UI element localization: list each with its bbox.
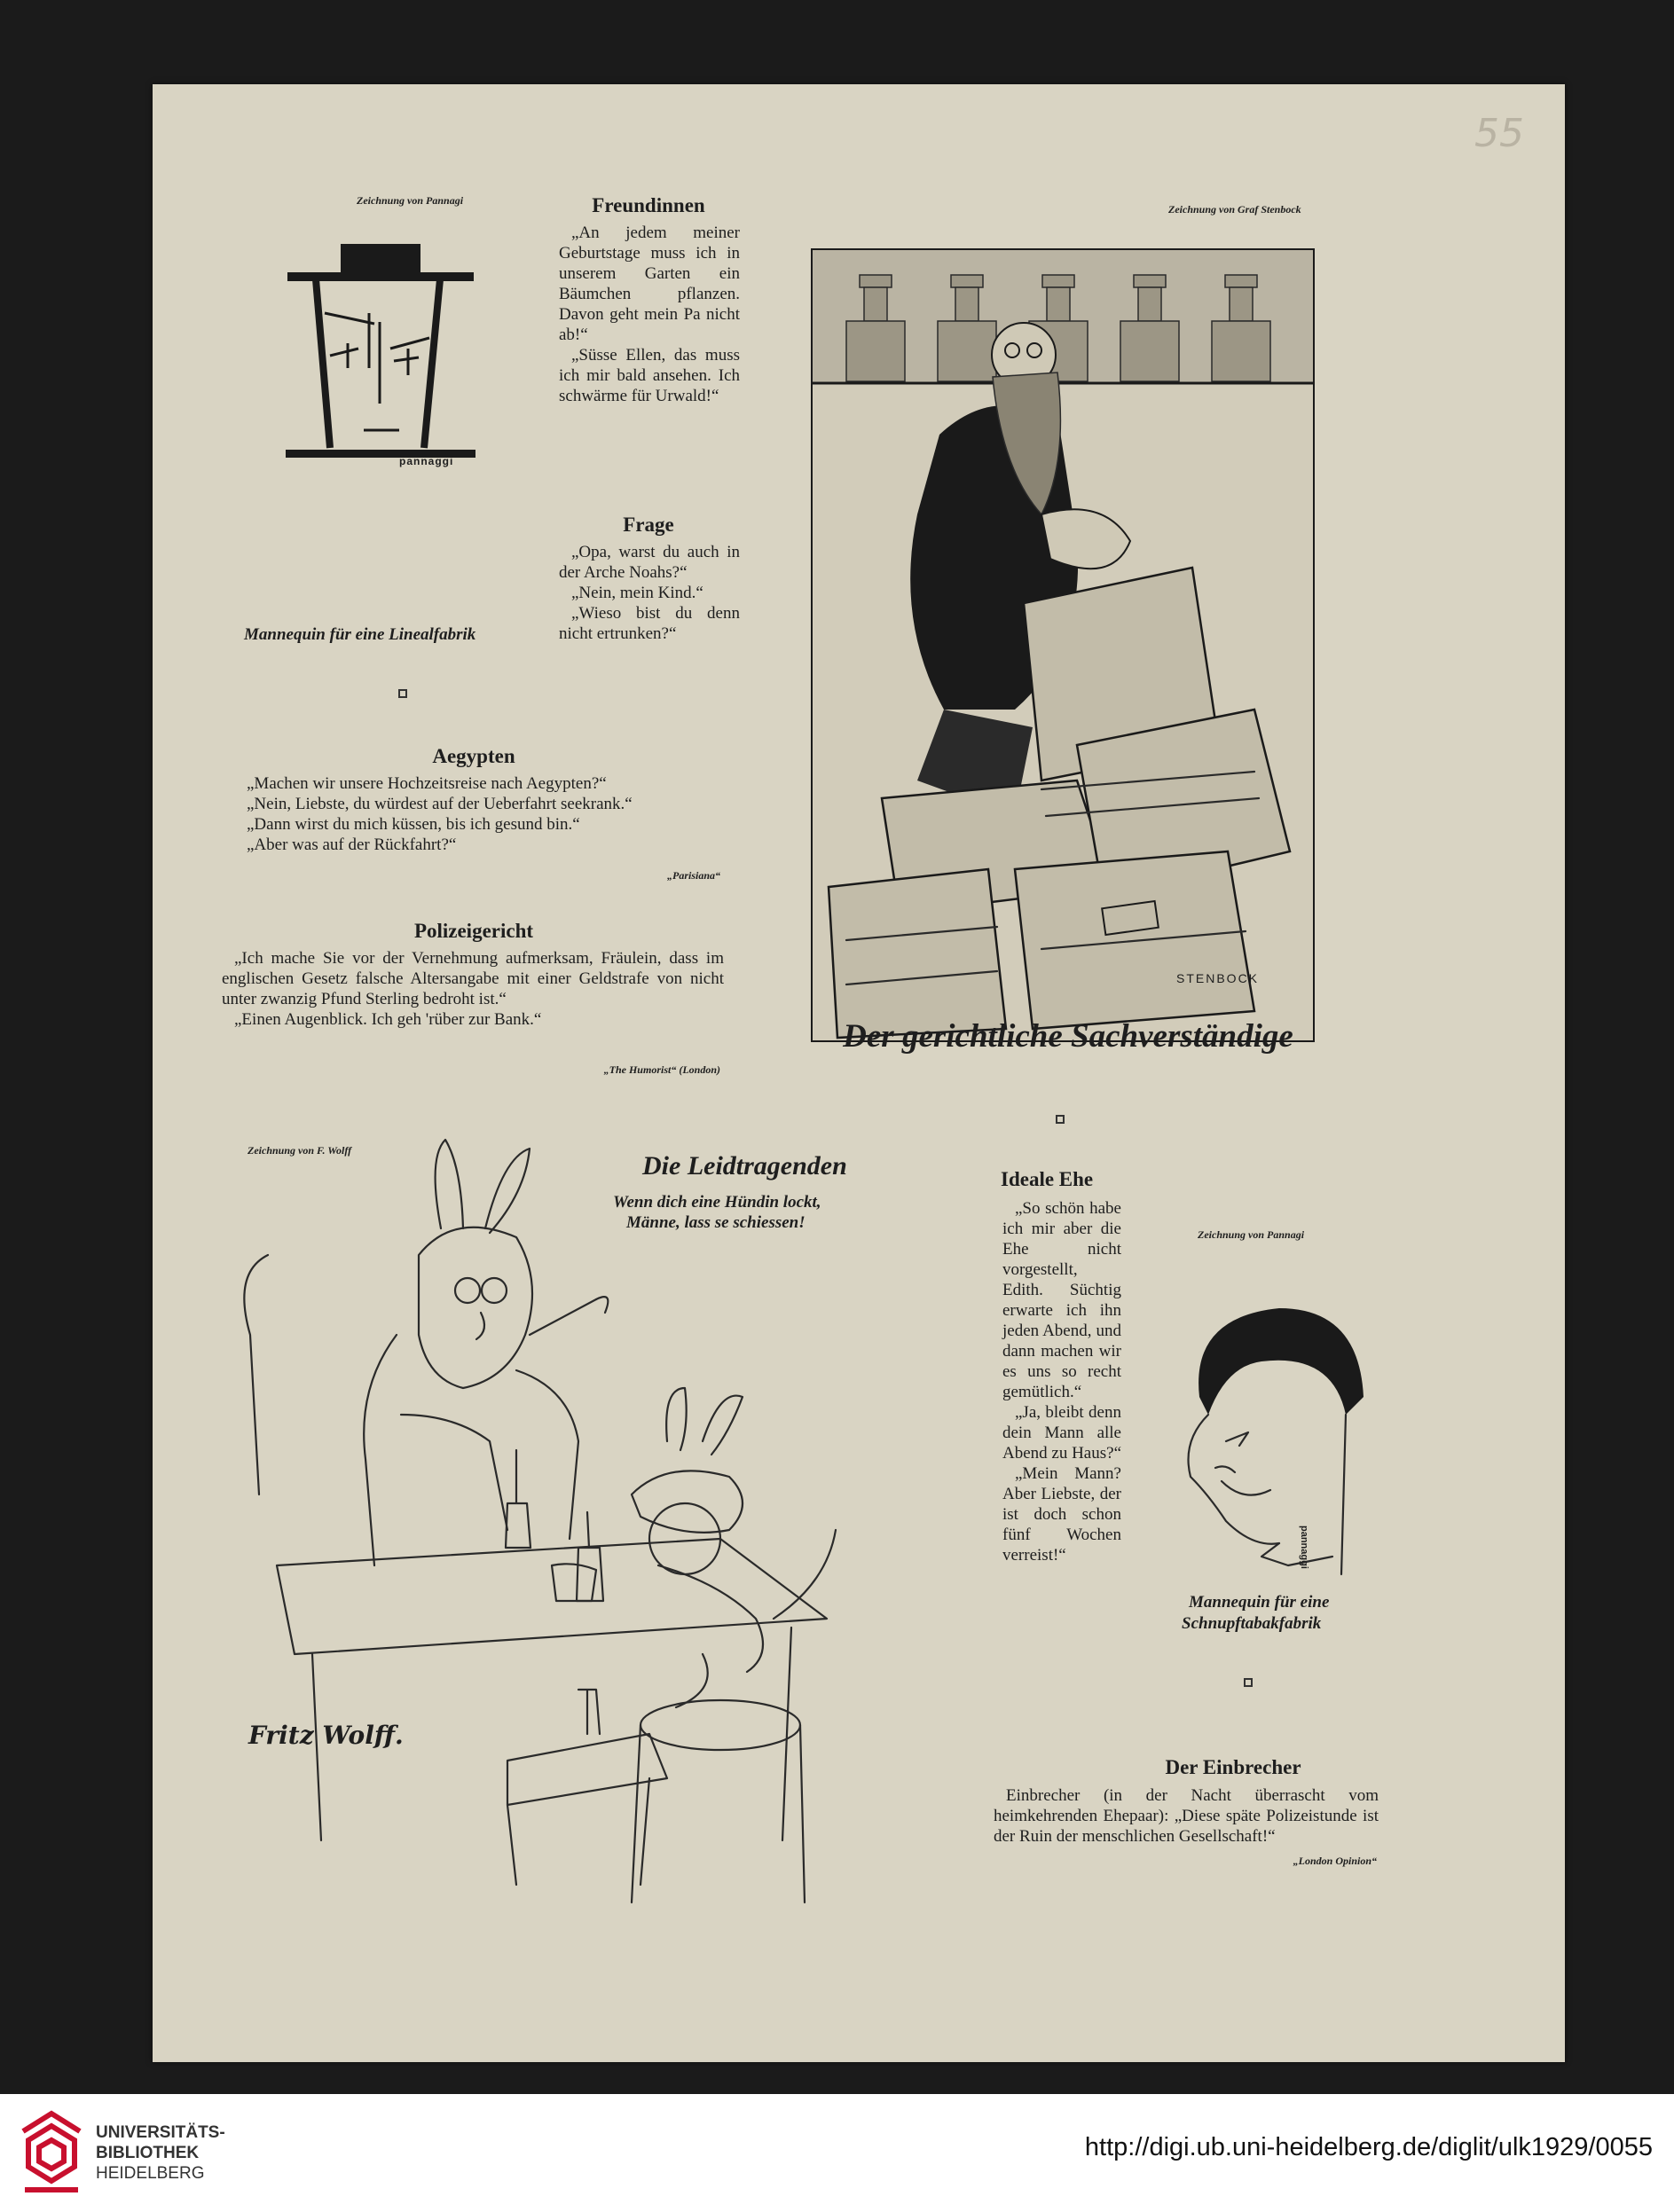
- caption-schnupftabak-1: Mannequin für eine: [1189, 1593, 1330, 1612]
- source-london-opinion: „London Opinion“: [1293, 1855, 1377, 1867]
- page-number: 55: [1474, 111, 1524, 156]
- schnupftabak-drawing: [1155, 1290, 1386, 1592]
- heading-polizeigericht: Polizeigericht: [413, 920, 534, 942]
- separator-square: [1244, 1678, 1253, 1687]
- heading-leidtragenden: Die Leidtragenden: [642, 1151, 847, 1181]
- heading-aegypten: Aegypten: [432, 745, 515, 767]
- heading-einbrecher: Der Einbrecher: [1165, 1756, 1301, 1778]
- caption-linealfabrik: Mannequin für eine Linealfabrik: [244, 625, 476, 644]
- heading-freundinnen: Freundinnen: [592, 194, 705, 216]
- caption-sachverstaendige: Der gerichtliche Sachverständige: [843, 1018, 1293, 1055]
- credit-pannaggi-bottom: Zeichnung von Pannagi: [1198, 1228, 1305, 1241]
- separator-square: [1056, 1115, 1065, 1124]
- credit-wolff: Zeichnung von F. Wolff: [248, 1144, 352, 1157]
- verse-line-2: Männe, lass se schiessen!: [626, 1213, 806, 1232]
- text-freundinnen: „An jedem meiner Geburtstage muss ich in unserem Garten ein Bäumchen pflanzen. Davon geht mein Pa nicht ab!“ „Süsse Ellen, das muss ich mir bald ansehen. Ich schwärme für Urwald!“: [559, 224, 740, 405]
- signature-pannaggi-top: pannaggi: [399, 455, 454, 467]
- heading-frage: Frage: [623, 514, 674, 536]
- text-ideale-ehe: „So schön habe ich mir aber die Ehe nicht vorgestellt, Edith. Süchtig erwarte ich ihn jeden Abend, und dann machen wir es uns so recht gemütlich.“ „Ja, bleibt denn dein Mann alle Abend zu Haus?“ „Mein Mann? Aber Liebste, der ist doch schon fünf Wochen verreist!“: [1002, 1199, 1122, 1565]
- source-humorist: „The Humorist“ (London): [603, 1063, 720, 1076]
- caption-schnupftabak-2: Schnupftabakfabrik: [1182, 1614, 1322, 1633]
- library-footer: [0, 2094, 1674, 2212]
- sachverstaendige-illustration: [811, 248, 1315, 1042]
- credit-pannaggi-top: Zeichnung von Pannagi: [357, 194, 464, 207]
- source-parisiana: „Parisiana“: [666, 869, 720, 882]
- signature-wolff: Fritz Wolff.: [248, 1721, 404, 1750]
- signature-stenbock: STENBOCK: [1176, 971, 1260, 985]
- text-einbrecher: Einbrecher (in der Nacht überrascht vom heimkehrenden Ehepaar): „Diese späte Polizeistunde ist der Ruin der menschlichen Gesellschaft!“: [994, 1786, 1379, 1846]
- credit-stenbock: Zeichnung von Graf Stenbock: [1168, 203, 1301, 216]
- permalink-url[interactable]: http://digi.ub.uni-heidelberg.de/diglit/ulk1929/0055: [1084, 2133, 1653, 2161]
- text-polizeigericht: „Ich mache Sie vor der Vernehmung aufmerksam, Fräulein, dass im englischen Gesetz falsche Altersangabe mit einer Geldstrafe von nicht unter zwanzig Pfund Sterling bedroht ist.“ „Einen Augenblick. Ich geh 'rüber zur Bank.“: [222, 949, 724, 1029]
- heading-ideale-ehe: Ideale Ehe: [1001, 1168, 1094, 1190]
- verse-line-1: Wenn dich eine Hündin lockt,: [613, 1193, 821, 1212]
- linealfabrik-drawing: [234, 226, 545, 510]
- leidtragenden-drawing: [224, 1122, 898, 1929]
- signature-pannaggi-bottom: pannaggi: [1299, 1526, 1309, 1569]
- library-logo-text: UNIVERSITÄTS- BIBLIOTHEK HEIDELBERG: [96, 2123, 225, 2183]
- text-aegypten: „Machen wir unsere Hochzeitsreise nach Aegypten?“ „Nein, Liebste, du würdest auf der Ueberfahrt seekrank.“ „Dann wirst du mich küssen, bis ich gesund bin.“ „Aber was auf der Rückfahrt?“: [247, 774, 633, 854]
- magazine-page: [153, 84, 1565, 2062]
- separator-square: [398, 689, 407, 698]
- library-logo-icon: [16, 2105, 87, 2202]
- text-frage: „Opa, warst du auch in der Arche Noahs?“ „Nein, mein Kind.“ „Wieso bist du denn nicht ertrunken?“: [559, 543, 740, 643]
